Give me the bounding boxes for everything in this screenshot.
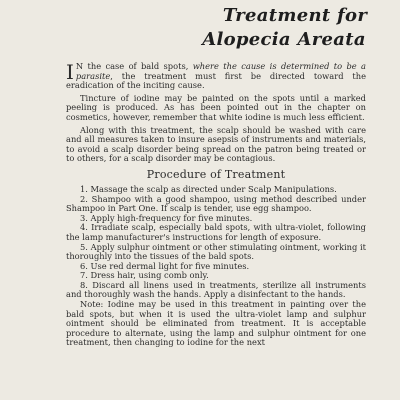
intro-rest: , the treatment must first be directed toward the eradication of the inciting cause. <box>66 70 366 91</box>
intro-italic: where the cause is determined to be a parasite <box>75 61 367 81</box>
step-item: 5. Apply sulphur ointment or other stimulating ointment, working it thoroughly into the tissues of the bald spots. <box>66 241 366 262</box>
drop-cap: I <box>66 60 74 84</box>
title-line-1: Treatment for <box>222 5 368 26</box>
step-item: 7. Dress hair, using comb only. <box>80 270 209 281</box>
step-item: 1. Massage the scalp as directed under Scalp Manipulations. <box>80 183 337 194</box>
step-item: 2. Shampoo with a good shampoo, using method described under Shampoo in Part One. If scalp is tender, use egg shampoo. <box>66 193 366 214</box>
step-item: 8. Discard all linens used in treatments, sterilize all instruments and thoroughly wash the hands. Apply a disinfectant to the hands. <box>66 279 366 300</box>
intro-lead: N the case of bald spots, <box>75 61 193 71</box>
intro-paragraph <box>66 62 366 91</box>
step-item: 4. Irradiate scalp, especially bald spots, with ultra-violet, following the lamp manufacturer's instructions for length of exposure. <box>66 222 366 242</box>
paragraph-iodine: Tincture of iodine may be painted on the spots until a marked peeling is produced. As has been pointed out in the chapter on cosmetics, however, remember that white iodine is much less efficient. <box>66 92 366 122</box>
step-item: 6. Use red dermal light for five minutes. <box>80 260 250 271</box>
title-block <box>198 4 378 52</box>
title-line-2: Alopecia Areata <box>202 29 366 50</box>
body-text <box>66 62 366 348</box>
paragraph-asepsis: Along with this treatment, the scalp should be washed with care and all measures taken to insure asepsis of instruments and materials, to avoid a scalp disorder being spread on the patron being treated or to others, for a scalp disorder may be contagious. <box>66 124 366 164</box>
step-item: 3. Apply high-frequency for five minutes. <box>80 212 253 223</box>
section-heading: Procedure of Treatment <box>146 167 286 181</box>
note-paragraph: Note: Iodine may be used in this treatment in painting over the bald spots, but when it is used the ultra-violet lamp and sulphur ointment should be eliminated from treatment. It is acceptable procedure to alternate, using the lamp and sulphur ointment for one treatment, then changing to iodine for the next <box>66 299 366 348</box>
